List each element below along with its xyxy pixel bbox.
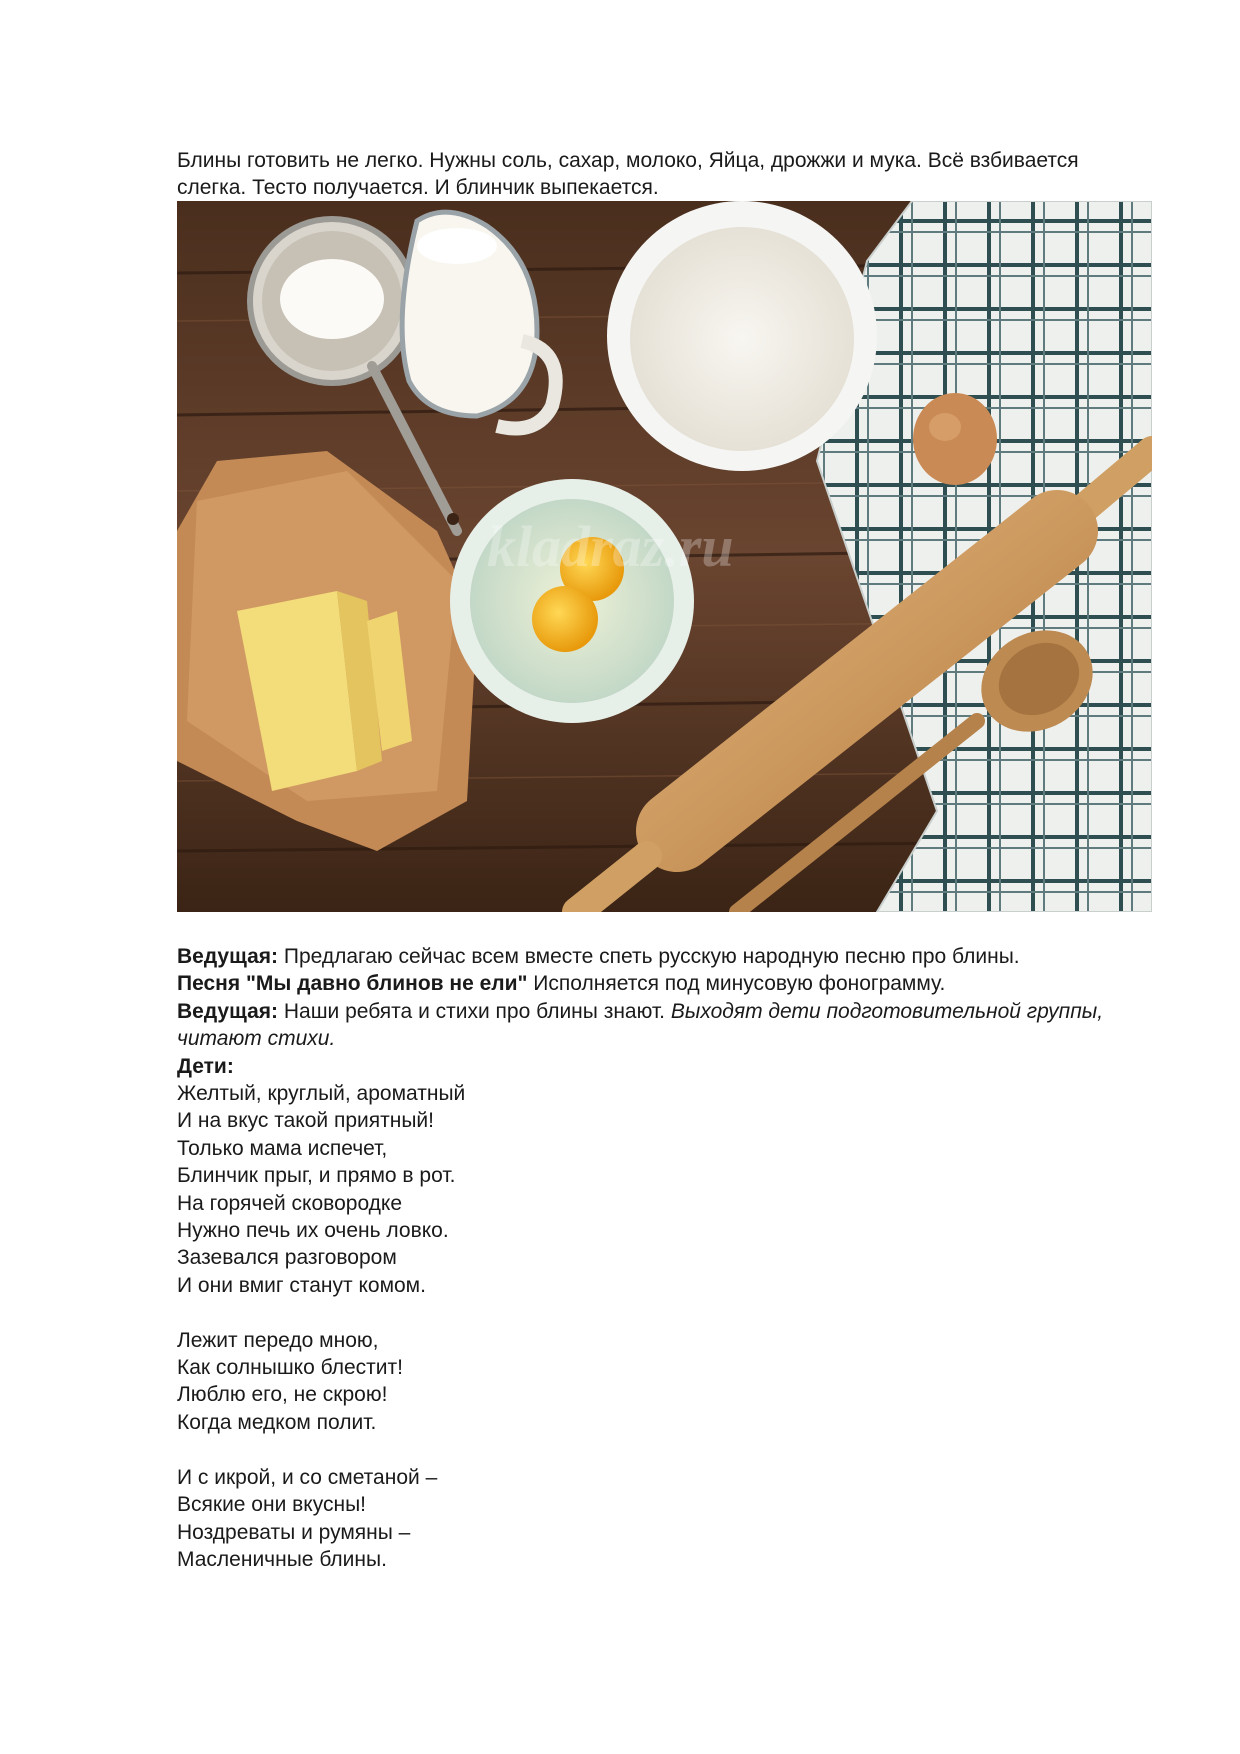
- poem-stanza-1: [177, 1080, 1167, 1299]
- poem-line: Всякие они вкусны!: [177, 1493, 367, 1517]
- speaker-label: Ведущая:: [177, 945, 279, 968]
- poem-line: Желтый, круглый, ароматный: [177, 1082, 466, 1106]
- intro-paragraph: Блины готовить не легко. Нужны соль, сахар, молоко, Яйца, дрожжи и мука. Всё взбивается слегка. Тесто получается. И блинчик выпекается.: [177, 149, 1079, 199]
- poem-line: Нужно печь их очень ловко.: [177, 1219, 449, 1243]
- song-title: Песня "Мы давно блинов не ели": [177, 972, 528, 996]
- poem-line: Ноздреваты и румяны –: [177, 1520, 411, 1544]
- text-content: [177, 943, 1167, 1573]
- poem-line: И на вкус такой приятный!: [177, 1109, 434, 1133]
- poem-stanza-3: [177, 1464, 1167, 1574]
- poem-line: Масленичные блины.: [177, 1547, 387, 1571]
- photo-watermark: kladraz.ru: [487, 514, 734, 579]
- poem-line: Люблю его, не скрою!: [177, 1383, 388, 1407]
- dialog-line-2: [177, 970, 1167, 997]
- poem-line: Лежит передо мною,: [177, 1328, 379, 1352]
- dialog-line-3: [177, 998, 1167, 1053]
- dialog-text: Исполняется под минусовую фонограмму.: [527, 972, 946, 996]
- poem-line: Как солнышко блестит!: [177, 1356, 403, 1380]
- poem-stanza-2: [177, 1327, 1167, 1437]
- stage-direction: Выходят дети подготовительной группы, читают стихи.: [177, 999, 1104, 1051]
- dialog-text: Наши ребята и стихи про блины знают.: [278, 999, 671, 1023]
- children-label: Дети:: [177, 1054, 234, 1078]
- poem-line: И они вмиг станут комом.: [177, 1273, 426, 1297]
- poem-line: И с икрой, и со сметаной –: [177, 1465, 438, 1489]
- poem-line: Блинчик прыг, и прямо в рот.: [177, 1164, 456, 1188]
- poem-line: Зазевался разговором: [177, 1246, 397, 1270]
- speaker-label: Ведущая:: [177, 999, 279, 1023]
- dialog-text: Предлагаю сейчас всем вместе спеть русскую народную песню про блины.: [278, 945, 1020, 968]
- baking-ingredients-photo: [177, 201, 1152, 912]
- poem-line: На горячей сковородке: [177, 1191, 403, 1215]
- poem-line: Когда медком полит.: [177, 1410, 377, 1434]
- dialog-line-1: [177, 943, 1167, 970]
- poem-line: Только мама испечет,: [177, 1136, 388, 1160]
